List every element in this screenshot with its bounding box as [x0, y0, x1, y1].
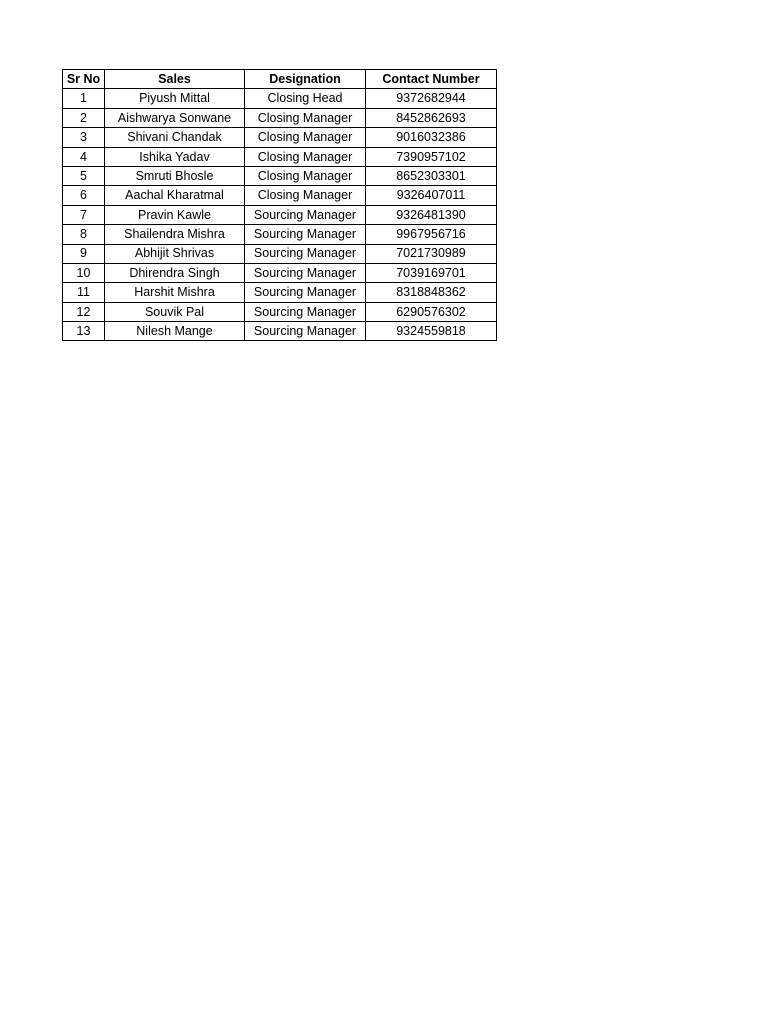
table-row [63, 166, 497, 185]
cell-sales-name: Aishwarya Sonwane [105, 108, 245, 127]
cell-sales-name: Nilesh Mange [105, 322, 245, 341]
cell-sr-no: 7 [63, 205, 105, 224]
cell-contact-number: 9372682944 [366, 89, 497, 108]
cell-sr-no: 2 [63, 108, 105, 127]
cell-sales-name: Dhirendra Singh [105, 263, 245, 282]
header-row [63, 70, 497, 89]
cell-designation: Closing Manager [245, 128, 366, 147]
cell-sales-name: Shivani Chandak [105, 128, 245, 147]
header-contact-number: Contact Number [366, 70, 497, 89]
cell-sr-no: 10 [63, 263, 105, 282]
cell-sr-no: 11 [63, 283, 105, 302]
cell-contact-number: 7390957102 [366, 147, 497, 166]
cell-designation: Sourcing Manager [245, 225, 366, 244]
cell-contact-number: 9967956716 [366, 225, 497, 244]
cell-designation: Sourcing Manager [245, 244, 366, 263]
spreadsheet-page [62, 69, 496, 341]
cell-contact-number: 6290576302 [366, 302, 497, 321]
table-row [63, 128, 497, 147]
cell-sales-name: Shailendra Mishra [105, 225, 245, 244]
cell-contact-number: 9016032386 [366, 128, 497, 147]
cell-designation: Sourcing Manager [245, 263, 366, 282]
header-sales: Sales [105, 70, 245, 89]
cell-designation: Sourcing Manager [245, 283, 366, 302]
cell-sales-name: Abhijit Shrivas [105, 244, 245, 263]
cell-designation: Closing Manager [245, 108, 366, 127]
table-header [63, 70, 497, 89]
table-row [63, 283, 497, 302]
cell-contact-number: 8318848362 [366, 283, 497, 302]
cell-contact-number: 7039169701 [366, 263, 497, 282]
cell-designation: Sourcing Manager [245, 205, 366, 224]
cell-sr-no: 4 [63, 147, 105, 166]
cell-sr-no: 1 [63, 89, 105, 108]
cell-designation: Sourcing Manager [245, 302, 366, 321]
table-row [63, 205, 497, 224]
table-row [63, 263, 497, 282]
cell-sales-name: Souvik Pal [105, 302, 245, 321]
cell-contact-number: 7021730989 [366, 244, 497, 263]
cell-sr-no: 5 [63, 166, 105, 185]
table-row [63, 108, 497, 127]
cell-sales-name: Smruti Bhosle [105, 166, 245, 185]
header-sr-no: Sr No [63, 70, 105, 89]
cell-designation: Closing Manager [245, 147, 366, 166]
cell-sales-name: Aachal Kharatmal [105, 186, 245, 205]
cell-sr-no: 6 [63, 186, 105, 205]
table-row [63, 322, 497, 341]
cell-sr-no: 8 [63, 225, 105, 244]
cell-designation: Closing Manager [245, 166, 366, 185]
cell-sales-name: Harshit Mishra [105, 283, 245, 302]
cell-designation: Sourcing Manager [245, 322, 366, 341]
cell-contact-number: 9324559818 [366, 322, 497, 341]
cell-designation: Closing Head [245, 89, 366, 108]
sales-contact-table [62, 69, 497, 341]
table-row [63, 225, 497, 244]
cell-sr-no: 9 [63, 244, 105, 263]
table-row [63, 89, 497, 108]
cell-sales-name: Piyush Mittal [105, 89, 245, 108]
cell-sr-no: 3 [63, 128, 105, 147]
cell-contact-number: 8652303301 [366, 166, 497, 185]
cell-contact-number: 9326481390 [366, 205, 497, 224]
cell-sr-no: 13 [63, 322, 105, 341]
table-row [63, 302, 497, 321]
table-row [63, 147, 497, 166]
cell-designation: Closing Manager [245, 186, 366, 205]
table-body [63, 89, 497, 341]
cell-contact-number: 9326407011 [366, 186, 497, 205]
table-row [63, 244, 497, 263]
cell-sales-name: Pravin Kawle [105, 205, 245, 224]
table-row [63, 186, 497, 205]
cell-contact-number: 8452862693 [366, 108, 497, 127]
cell-sr-no: 12 [63, 302, 105, 321]
header-designation: Designation [245, 70, 366, 89]
cell-sales-name: Ishika Yadav [105, 147, 245, 166]
